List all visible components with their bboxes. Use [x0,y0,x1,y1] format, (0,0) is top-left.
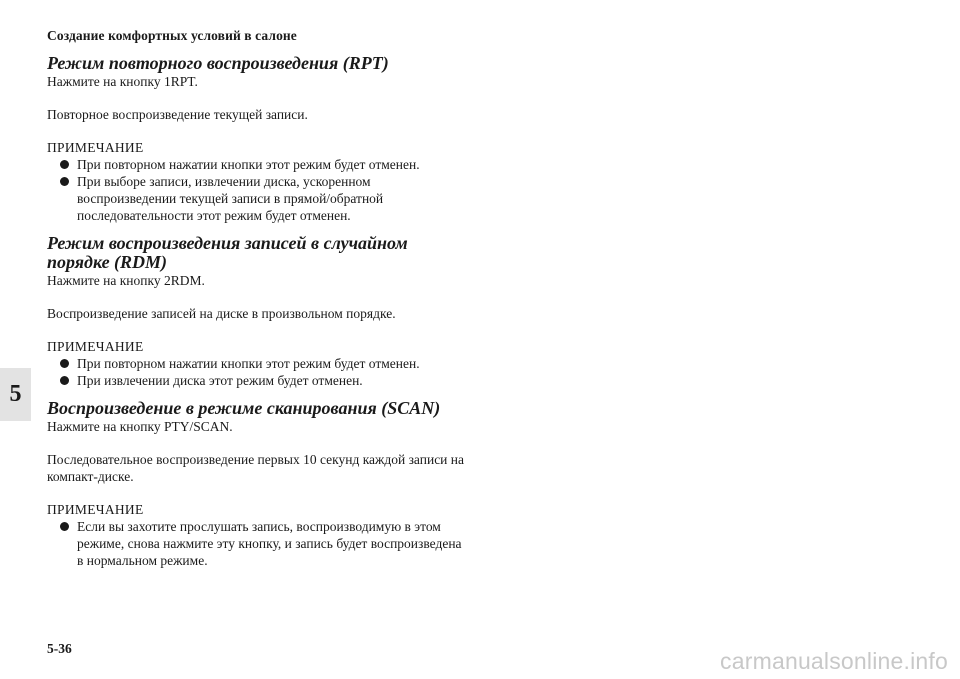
section-scan [47,399,467,569]
description-text: Воспроизведение записей на диске в произвольном порядке. [47,306,396,321]
note-text: Если вы захотите прослушать запись, воспроизводимую в этом режиме, снова нажмите эту кнопку, и запись будет воспроизведена в нормальном режиме. [77,519,462,568]
note-text: При повторном нажатии кнопки этот режим будет отменен. [77,356,420,371]
section-number: 5 [9,381,22,407]
section-tab [0,368,31,421]
note-item [47,173,467,224]
note-text: При выборе записи, извлечении диска, ускоренном воспроизведении текущей записи в прямой/обратной последовательности этот режим будет отменен. [77,174,384,223]
note-item [47,156,467,173]
bullet-icon [47,372,77,389]
section-rdm [47,234,467,389]
section-title: Режим воспроизведения записей в случайном порядке (RDM) [47,233,408,272]
instruction-text: Нажмите на кнопку 1RPT. [47,74,198,89]
note-text: При повторном нажатии кнопки этот режим будет отменен. [77,157,420,172]
page-header: Создание комфортных условий в салоне [47,28,297,43]
page-content [47,54,467,569]
note-text: При извлечении диска этот режим будет отменен. [77,373,363,388]
instruction-text: Нажмите на кнопку 2RDM. [47,273,205,288]
note-item [47,518,467,569]
section-title: Воспроизведение в режиме сканирования (SCAN) [47,398,441,418]
bullet-icon [47,355,77,372]
description-text: Повторное воспроизведение текущей записи. [47,107,308,122]
watermark: carmanualsonline.info [720,648,948,674]
note-label: ПРИМЕЧАНИЕ [47,140,144,155]
bullet-icon [47,518,77,569]
bullet-icon [47,173,77,224]
section-title: Режим повторного воспроизведения (RPT) [47,53,389,73]
note-item [47,355,467,372]
note-label: ПРИМЕЧАНИЕ [47,339,144,354]
description-text: Последовательное воспроизведение первых 10 секунд каждой записи на компакт-диске. [47,452,464,484]
instruction-text: Нажмите на кнопку PTY/SCAN. [47,419,233,434]
bullet-icon [47,156,77,173]
page-number: 5-36 [47,641,72,656]
note-item [47,372,467,389]
note-label: ПРИМЕЧАНИЕ [47,502,144,517]
section-rpt [47,54,467,224]
